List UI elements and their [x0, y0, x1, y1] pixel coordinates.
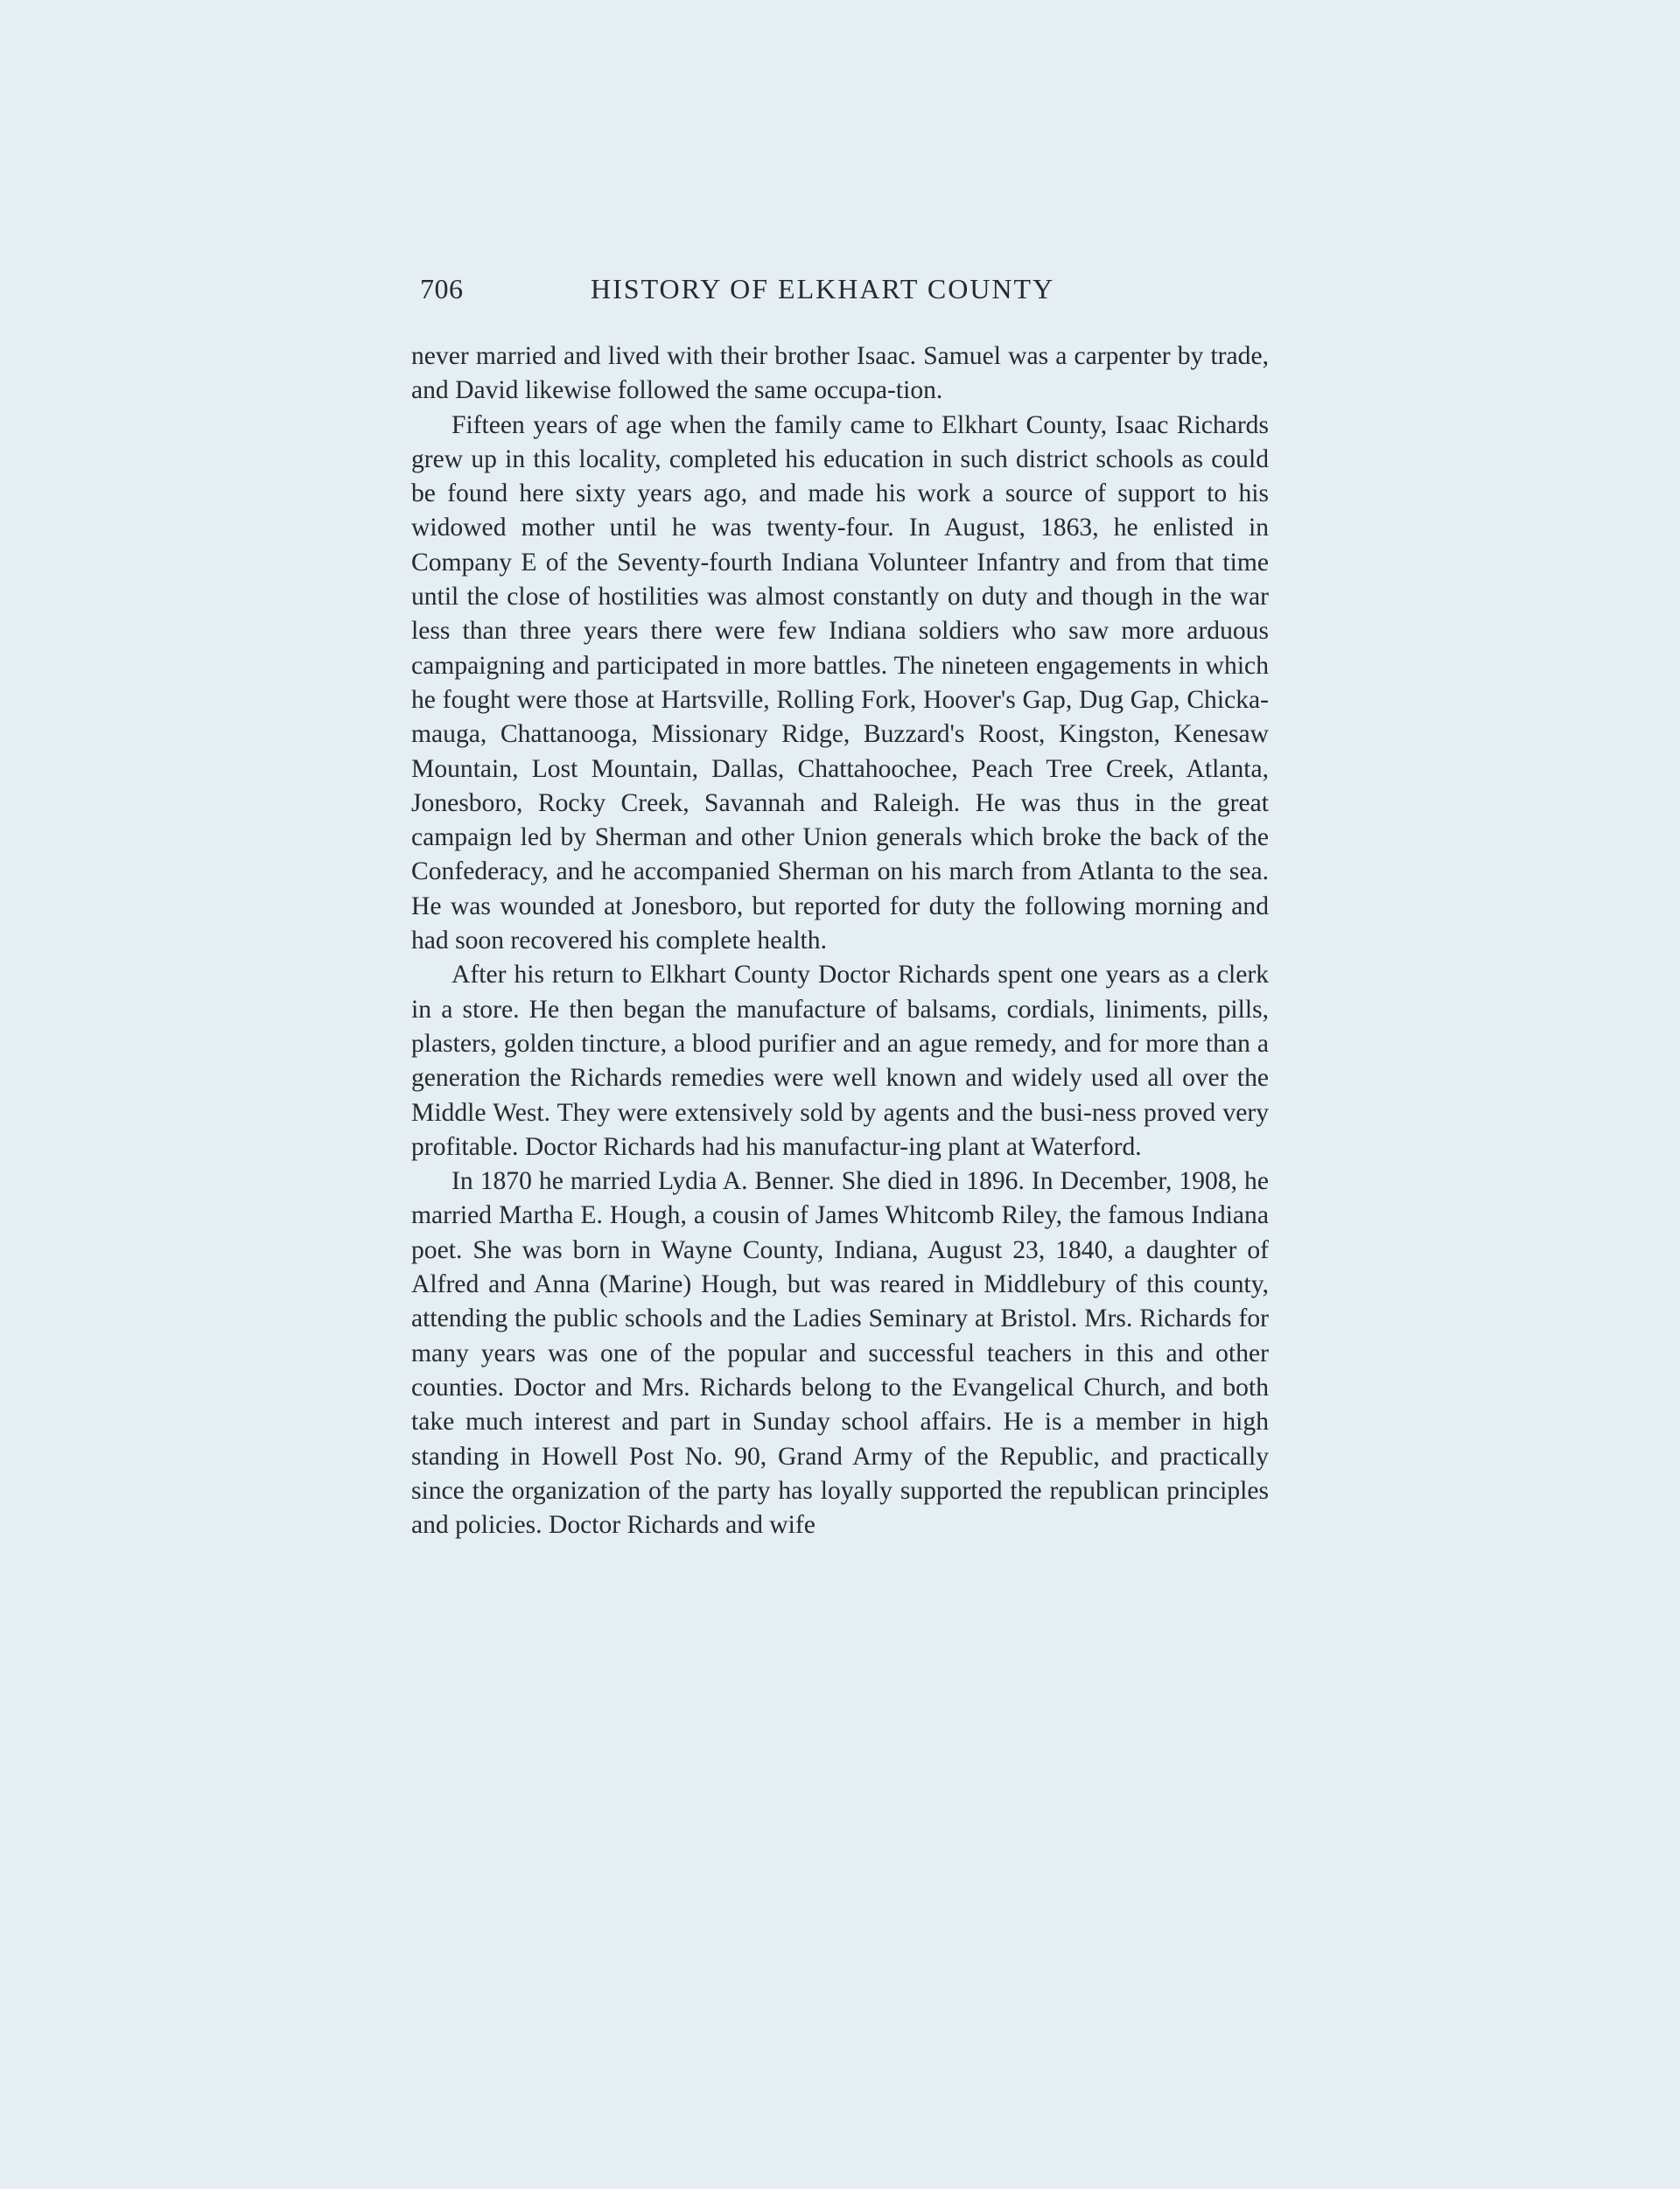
paragraph-marriages: In 1870 he married Lydia A. Benner. She died in 1896. In December, 1908, he married Martha E. Hough, a cousin of James Whitcomb Riley, the famous Indiana poet. She was born in Wayne County, Indiana, August 23, 1840, a daughter of Alfred and Anna (Marine) Hough, but was reared in Middlebury of this county, attending the public schools and the Ladies Seminary at Bristol. Mrs. Richards for many years was one of the popular and successful teachers in this and other counties. Doctor and Mrs. Richards belong to the Evangelical Church, and both take much interest and part in Sunday school affairs. He is a member in high standing in Howell Post No. 90, Grand Army of the Republic, and practically since the organization of the party has loyally supported the republican principles and policies. Doctor Richards and wife: [411, 1167, 1269, 1540]
page-number: 706: [420, 273, 464, 304]
paragraph-isaac-richards-early-life: Fifteen years of age when the family came to Elkhart County, Isaac Richards grew up in this locality, completed his education in such district schools as could be found here sixty years ago, and made his work a source of support to his widowed mother until he was twenty-four. In August, 1863, he enlisted in Company E of the Seventy-fourth Indiana Volunteer Infantry and from that time until the close of hostilities was almost constantly on duty and though in the war less than three years there were few Indiana soldiers who saw more arduous campaigning and participated in more battles. The nineteen engagements in which he fought were those at Hartsville, Rolling Fork, Hoover's Gap, Dug Gap, Chicka-mauga, Chattanooga, Missionary Ridge, Buzzard's Roost, Kingston, Kenesaw Mountain, Lost Mountain, Dallas, Chattahoochee, Peach Tree Creek, Atlanta, Jonesboro, Rocky Creek, Savannah and Raleigh. He was thus in the great campaign led by Sherman and other Union generals which broke the back of the Confederacy, and he accompanied Sherman on his march from Atlanta to the sea. He was wounded at Jonesboro, but reported for duty the following morning and had soon recovered his complete health.: [411, 410, 1269, 955]
body-text: [411, 339, 1269, 1542]
page-header: [411, 273, 1269, 311]
running-title: HISTORY OF ELKHART COUNTY: [591, 273, 1055, 304]
paragraph-continuation: never married and lived with their brother Isaac. Samuel was a carpenter by trade, and David likewise followed the same occupa-tion.: [411, 342, 1269, 405]
book-page: [411, 273, 1269, 1542]
paragraph-richards-remedies: After his return to Elkhart County Doctor Richards spent one years as a clerk in a store. He then began the manufacture of balsams, cordials, liniments, pills, plasters, golden tincture, a blood purifier and an ague remedy, and for more than a generation the Richards remedies were well known and widely used all over the Middle West. They were extensively sold by agents and the busi-ness proved very profitable. Doctor Richards had his manufactur-ing plant at Waterford.: [411, 961, 1269, 1161]
